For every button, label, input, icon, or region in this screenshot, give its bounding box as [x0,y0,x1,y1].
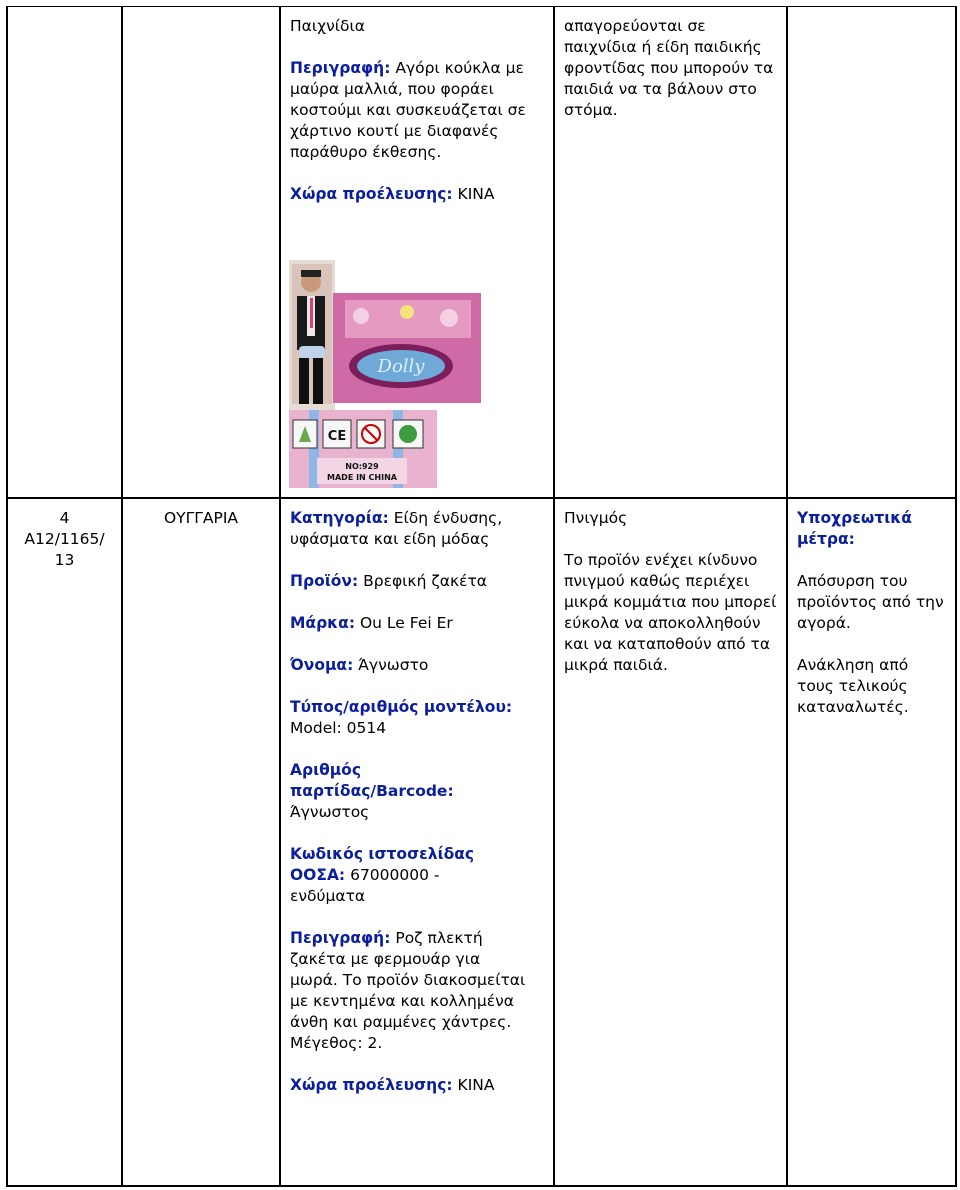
row4-category-label: Κατηγορία: [290,509,389,527]
prev-description-label: Περιγραφή: [290,59,391,77]
col-divider-1 [121,6,123,1187]
row4-measures-label: Υποχρεωτικά μέτρα: [797,509,912,548]
col-divider-4 [786,6,788,1187]
row4-product-label: Προϊόν: [290,572,359,590]
row4-description-value: Ροζ πλεκτή ζακέτα με φερμουάρ για μωρά. Το προϊόν διακοσμείται με κεντημένα και κολλημένα άνθη και ραμμένες χάντρες. Μέγεθος: 2. [290,929,526,1052]
label-number-text: NO:929 [345,462,379,471]
prev-origin-value: ΚΙΝΑ [457,185,495,203]
prev-row-product-cell [290,16,548,205]
row4-product-value: Βρεφική ζακέτα [363,572,488,590]
table-border-left [6,6,8,1187]
table-border-bottom [6,1185,957,1187]
prev-category: Παιχνίδια [290,17,365,35]
row4-measure-withdrawal: Απόσυρση του προϊόντος από την αγορά. [797,572,944,632]
row4-reference: A12/1165/ 13 [24,530,105,569]
col-divider-3 [553,6,555,1187]
row4-brand-label: Μάρκα: [290,614,356,632]
row4-risk-text: Το προϊόν ενέχει κίνδυνο πνιγμού καθώς περιέχει μικρά κομμάτια που μπορεί εύκολα να αποκολληθούν και να καταποθούν από τα μικρά παιδιά. [564,551,777,674]
table-border-top [6,6,957,7]
row4-risk-cell [564,508,780,676]
row4-origin-value: ΚΙΝΑ [457,1076,495,1094]
row4-brand [290,613,548,634]
row4-product [290,571,548,592]
row4-measures-cell [797,508,947,718]
row4-description-label: Περιγραφή: [290,929,391,947]
prev-origin [290,184,548,205]
prev-row-risk-cell [564,16,780,121]
prev-origin-label: Χώρα προέλευσης: [290,185,453,203]
product-photo [289,260,481,488]
ce-mark: CE [327,429,347,444]
made-in-china-text: MADE IN CHINA [327,473,397,482]
row4-batch-value: Άγνωστος [290,803,370,821]
row4-name-value: Άγνωστο [358,656,429,674]
row4-number: 4 [59,509,70,527]
prev-description-text: Αγόρι κούκλα με μαύρα μαλλιά, που φοράει κοστούμι και συσκευάζεται σε χάρτινο κουτί με διαφανές παράθυρο έκθεσης. [290,59,526,161]
row4-batch [290,760,500,823]
row4-oecd-label: Κωδικός ιστοσελίδας ΟΟΣΑ: [290,845,475,884]
col-divider-2 [279,6,281,1187]
row4-country: ΟΥΓΓΑΡΙΑ [163,509,239,527]
prev-description [290,58,548,163]
row4-number-cell [8,508,121,571]
row4-origin-label: Χώρα προέλευσης: [290,1076,453,1094]
row4-origin [290,1075,548,1096]
table-border-right [955,6,957,1187]
table-border-row-divider [6,497,957,499]
product-photo-svg [289,260,481,488]
row4-model-value: Model: 0514 [290,719,387,737]
row4-category-value: Είδη ένδυσης, υφάσματα και είδη μόδας [290,509,503,548]
row4-product-cell [290,508,548,1096]
row4-category [290,508,548,550]
row4-oecd-value: 67000000 - ενδύματα [290,866,440,905]
row4-model [290,697,548,739]
box-logo-text: Dolly [377,356,425,377]
row4-name-label: Όνομα: [290,656,354,674]
row4-model-label: Τύπος/αριθμός μοντέλου: [290,698,513,716]
row4-country-cell [123,508,279,529]
row4-description [290,928,530,1054]
row4-batch-label: Αριθμός παρτίδας/Barcode: [290,761,454,800]
row4-risk-title: Πνιγμός [564,509,628,527]
prev-risk-continued: απαγορεύονται σε παιχνίδια ή είδη παιδικής φροντίδας που μπορούν τα παιδιά να τα βάλουν στο στόμα. [564,17,774,119]
row4-oecd [290,844,500,907]
row4-name [290,655,548,676]
row4-measure-recall: Ανάκληση από τους τελικούς καταναλωτές. [797,656,909,716]
row4-brand-value: Ou Le Fei Er [359,614,453,632]
